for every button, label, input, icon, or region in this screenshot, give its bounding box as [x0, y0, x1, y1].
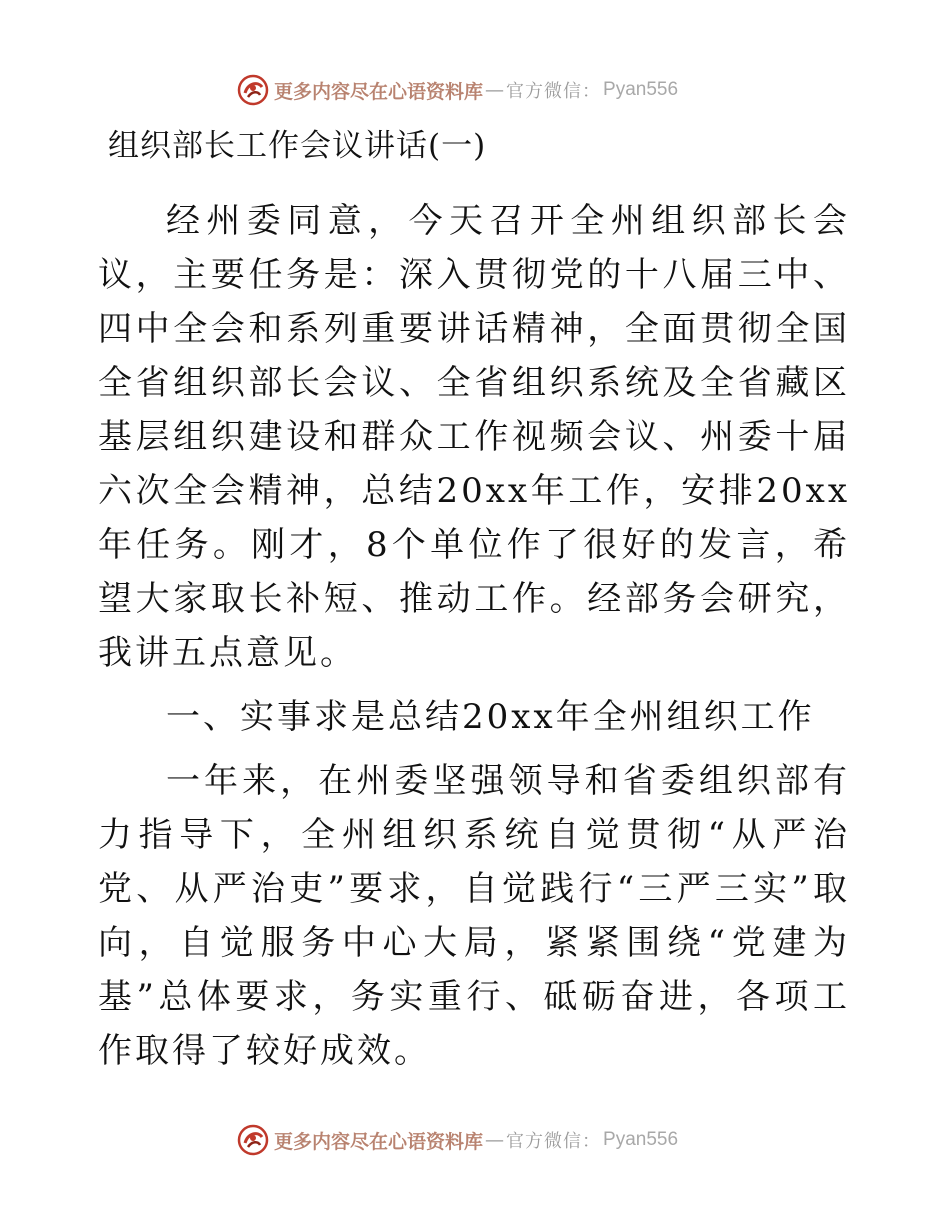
watermark-label: 官方微信： [506, 81, 602, 102]
document-title: 组织部长工作会议讲话(一) [108, 128, 487, 164]
watermark-id: Pyan556 [603, 79, 679, 100]
watermark-separator: — [485, 1129, 505, 1151]
paragraph-intro: 经州委同意，今天召开全州组织部长会议，主要任务是：深入贯彻党的十八届三中、四中全会和系列重要讲话精神，全面贯彻全国全省组织部长会议、全省组织系统及全省藏区基层组织建设和群众工作视频会议、州委十届六次全会精神，总结20xx年工作，安排20xx年任务。刚才，8个单位作了很好的发言，希望大家取长补短、推动工作。经部务会研究，我讲五点意见。 [98, 201, 850, 673]
watermark-footer [236, 1122, 756, 1158]
watermark-main-text: 更多内容尽在心语资料库 [274, 1130, 484, 1153]
red-swirl-logo-icon [236, 73, 270, 107]
document-body [98, 194, 850, 1078]
watermark-id: Pyan556 [603, 1129, 679, 1150]
red-swirl-logo-icon [236, 1123, 270, 1157]
watermark-header [236, 72, 756, 108]
paragraph-summary: 一年来，在州委坚强领导和省委组织部有力指导下，全州组织系统自觉贯彻“从严治党、从严治吏”要求，自觉践行“三严三实”取向，自觉服务中心大局，紧紧围绕“党建为基”总体要求，务实重行、砥砺奋进，各项工作取得了较好成效。 [98, 761, 850, 1071]
section-heading: 一、实事求是总结20xx年全州组织工作 [166, 697, 815, 737]
watermark-label: 官方微信： [506, 1131, 602, 1152]
watermark-main-text: 更多内容尽在心语资料库 [274, 80, 484, 103]
watermark-separator: — [485, 79, 505, 101]
